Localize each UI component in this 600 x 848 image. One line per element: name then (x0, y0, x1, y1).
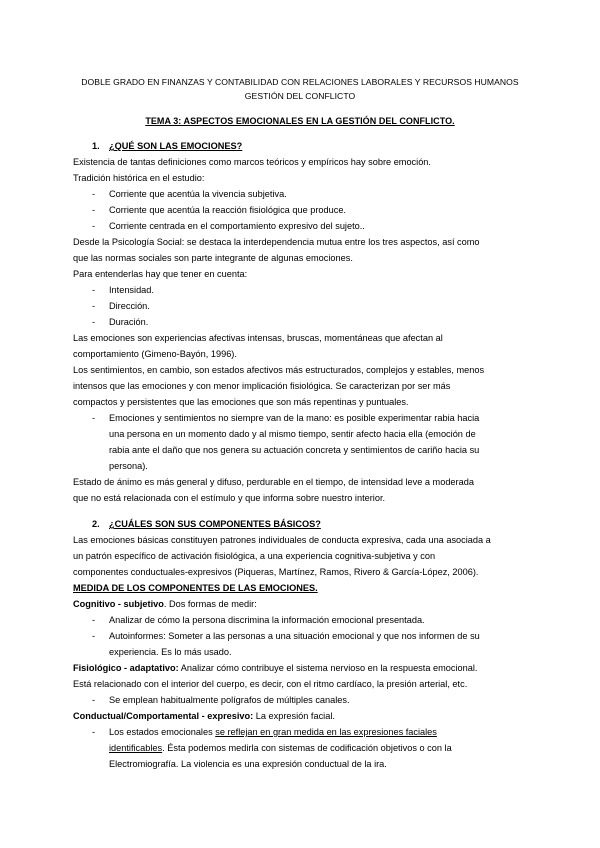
paragraph: intensos que las emociones y con menor implicación fisiológica. Se caracterizan por ser más (73, 381, 451, 391)
list-item: Emociones y sentimientos no siempre van de la mano: es posible experimentar rabia hacia (109, 413, 480, 423)
list-item: Intensidad. (109, 285, 154, 295)
underlined-text: se reflejan en gran medida en las expresiones faciales (215, 727, 437, 737)
bullet-dash: - (92, 695, 96, 705)
list-item: Analizar de cómo la persona discrimina la información emocional presentada. (109, 615, 425, 625)
paragraph: comportamiento (Gimeno-Bayón, 1996). (73, 349, 237, 359)
bullet-dash: - (92, 413, 96, 423)
list-item-cont: rabia ante el daño que nos genera su actuación concreta y sentimientos de cariño hacia su (109, 445, 480, 455)
list-item-cont: una persona en un momento dado y al mismo tiempo, sentir afecto hacia ella (emoción de (109, 429, 476, 439)
behavioral-label: Conductual/Comportamental - expresivo: (73, 711, 254, 721)
text-run: . Ésta podemos medirla con sistemas de codificación objetivos o con la (162, 743, 452, 753)
paragraph: un patrón específico de activación fisiológica, a una experiencia cognitiva-subjetiva y con (73, 551, 436, 561)
bullet-dash: - (92, 189, 96, 199)
paragraph: compactos y persistentes que las emociones que son más repentinas y puntuales. (73, 397, 409, 407)
list-item (109, 726, 437, 738)
list-item-cont (109, 742, 452, 754)
bullet-dash: - (92, 727, 96, 737)
list-item: Dirección. (109, 301, 150, 311)
physiological-heading (73, 662, 477, 674)
bullet-dash: - (92, 285, 96, 295)
header-degree: DOBLE GRADO EN FINANZAS Y CONTABILIDAD CON RELACIONES LABORALES Y RECURSOS HUMANOS (81, 77, 519, 87)
paragraph: Existencia de tantas definiciones como marcos teóricos y empíricos hay sobre emoción. (73, 157, 431, 167)
cognitive-text: . Dos formas de medir: (163, 599, 257, 609)
bullet-dash: - (92, 205, 96, 215)
paragraph: Está relacionado con el interior del cuerpo, es decir, con el ritmo cardíaco, la presión arterial, etc. (73, 679, 468, 689)
list-item-cont: Electromiografía. La violencia es una expresión conductual de la ira. (109, 759, 387, 769)
section-1-title: ¿QUÉ SON LAS EMOCIONES? (109, 141, 243, 151)
behavioral-text: La expresión facial. (253, 711, 335, 721)
bullet-dash: - (92, 615, 96, 625)
behavioral-heading (73, 710, 335, 722)
cognitive-label: Cognitivo - subjetivo (73, 599, 164, 609)
bullet-dash: - (92, 317, 96, 327)
topic-title: TEMA 3: ASPECTOS EMOCIONALES EN LA GESTIÓN DEL CONFLICTO. (145, 116, 455, 126)
text-run: Los estados emocionales (109, 727, 216, 737)
cognitive-heading (73, 598, 257, 610)
list-item-cont: experiencia. Es lo más usado. (109, 647, 232, 657)
paragraph: Las emociones básicas constituyen patrones individuales de conducta expresiva, cada una asociada a (73, 535, 491, 545)
bullet-dash: - (92, 301, 96, 311)
bullet-dash: - (92, 221, 96, 231)
section-1-number: 1. (92, 141, 100, 151)
paragraph: Desde la Psicología Social: se destaca la interdependencia mutua entre los tres aspectos, así como (73, 237, 480, 247)
bullet-dash: - (92, 631, 96, 641)
list-item-cont: persona). (109, 461, 148, 471)
paragraph: componentes conductuales-expresivos (Piqueras, Martínez, Ramos, Rivero & García-López, 2006). (73, 567, 479, 577)
list-item: Duración. (109, 317, 149, 327)
paragraph: que no está relacionada con el estímulo y que informa sobre nuestro interior. (73, 493, 386, 503)
measure-title: MEDIDA DE LOS COMPONENTES DE LAS EMOCIONES. (73, 583, 318, 593)
paragraph: Tradición histórica en el estudio: (73, 173, 205, 183)
list-item: Corriente centrada en el comportamiento expresivo del sujeto.. (109, 221, 365, 231)
paragraph: Los sentimientos, en cambio, son estados afectivos más estructurados, complejos y estables, menos (73, 365, 485, 375)
section-2-title: ¿CUÁLES SON SUS COMPONENTES BÁSICOS? (109, 519, 321, 529)
physiological-label: Fisiológico - adaptativo: (73, 663, 179, 673)
paragraph: Las emociones son experiencias afectivas intensas, bruscas, momentáneas que afectan al (73, 333, 443, 343)
header-course: GESTIÓN DEL CONFLICTO (244, 91, 356, 101)
list-item: Se emplean habitualmente polígrafos de múltiples canales. (109, 695, 350, 705)
paragraph: Para entenderlas hay que tener en cuenta: (73, 269, 248, 279)
list-item: Corriente que acentúa la vivencia subjetiva. (109, 189, 287, 199)
underlined-text: identificables (109, 743, 163, 753)
paragraph: que las normas sociales son parte integrante de algunas emociones. (73, 253, 353, 263)
list-item: Corriente que acentúa la reacción fisiológica que produce. (109, 205, 346, 215)
physiological-text: Analizar cómo contribuye el sistema nervioso en la respuesta emocional. (178, 663, 478, 673)
list-item: Autoinformes: Someter a las personas a una situación emocional y que nos informen de su (109, 631, 480, 641)
paragraph: Estado de ánimo es más general y difuso, perdurable en el tiempo, de intensidad leve a moderada (73, 477, 474, 487)
section-2-number: 2. (92, 519, 100, 529)
